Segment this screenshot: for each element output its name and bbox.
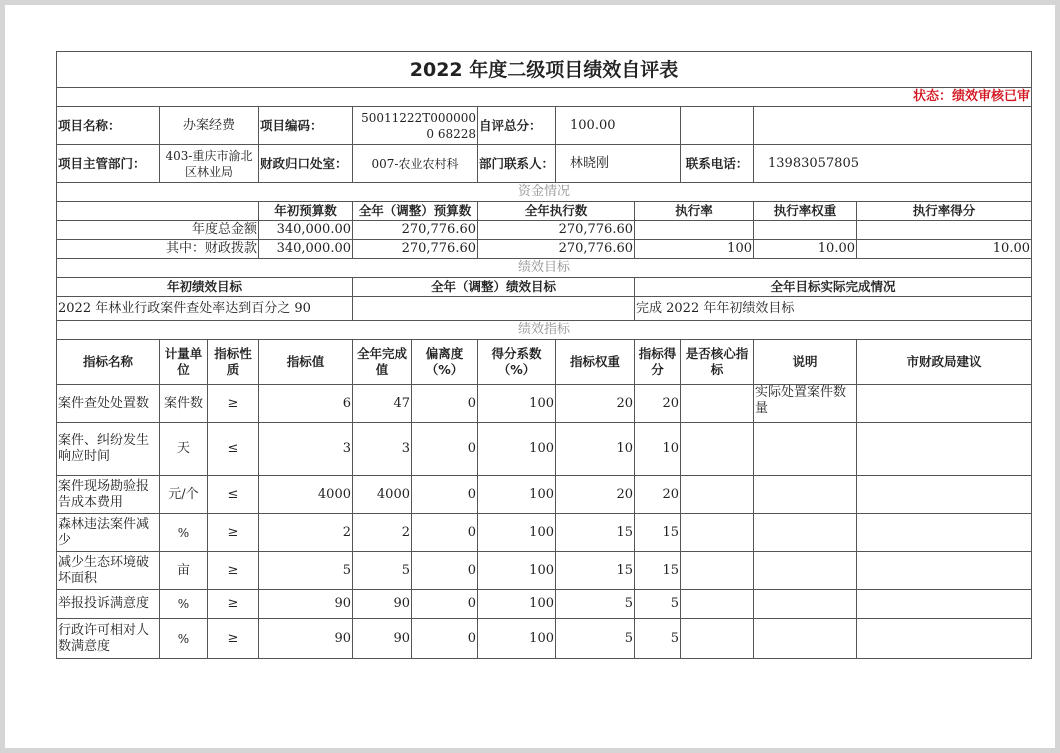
indicator-deviation: 0: [412, 423, 478, 476]
document-page: [5, 5, 1055, 748]
info-row-1: [57, 107, 1032, 145]
indicator-advice: [857, 552, 1032, 590]
indicator-note: [754, 514, 857, 552]
funds-row: [57, 221, 1032, 240]
indicator-core: [681, 476, 754, 514]
indicator-coefficient: 100: [478, 476, 556, 514]
indicator-weight: 20: [556, 385, 635, 423]
indicator-target: 5: [259, 552, 353, 590]
indicator-name: 案件现场勘验报告成本费用: [57, 476, 160, 514]
phone-value: 13983057805: [754, 145, 1032, 183]
indicator-name: 森林违法案件减少: [57, 514, 160, 552]
indicator-deviation: 0: [412, 476, 478, 514]
goals-header-adjusted: 全年（调整）绩效目标: [353, 278, 635, 297]
funds-score: [857, 221, 1032, 240]
indicator-coefficient: 100: [478, 423, 556, 476]
indicator-weight: 15: [556, 514, 635, 552]
indicator-advice: [857, 514, 1032, 552]
status-row: [57, 88, 1032, 107]
indicator-advice: [857, 476, 1032, 514]
funds-weight: [754, 221, 857, 240]
indicator-score: 15: [635, 552, 681, 590]
indicator-row: [57, 552, 1032, 590]
indicator-weight: 15: [556, 552, 635, 590]
indicator-unit: %: [160, 514, 208, 552]
indicator-score: 10: [635, 423, 681, 476]
goals-header-row: [57, 278, 1032, 297]
empty-cell: [754, 107, 1032, 145]
indicator-nature: ≥: [208, 619, 259, 659]
indicator-header: 计量单位: [160, 340, 208, 385]
indicator-core: [681, 385, 754, 423]
indicator-actual: 90: [353, 619, 412, 659]
indicator-row: [57, 385, 1032, 423]
goals-header-actual: 全年目标实际完成情况: [635, 278, 1032, 297]
indicator-advice: [857, 619, 1032, 659]
indicator-name: 案件、纠纷发生响应时间: [57, 423, 160, 476]
indicator-coefficient: 100: [478, 385, 556, 423]
indicator-note: [754, 423, 857, 476]
funds-executed: 270,776.60: [478, 221, 635, 240]
info-row-2: [57, 145, 1032, 183]
indicator-target: 90: [259, 590, 353, 619]
indicator-note: [754, 619, 857, 659]
indicator-unit: 元/个: [160, 476, 208, 514]
indicator-actual: 3: [353, 423, 412, 476]
indicator-deviation: 0: [412, 385, 478, 423]
indicator-weight: 10: [556, 423, 635, 476]
indicator-nature: ≥: [208, 385, 259, 423]
project-name-label: 项目名称：: [57, 107, 160, 145]
indicator-note: [754, 552, 857, 590]
indicator-actual: 90: [353, 590, 412, 619]
funds-rate: 100: [635, 240, 754, 259]
empty-cell: [681, 107, 754, 145]
indicator-row: [57, 476, 1032, 514]
page-title: 2022 年度二级项目绩效自评表: [57, 52, 1032, 88]
funds-header-rate: 执行率: [635, 202, 754, 221]
phone-label: 联系电话：: [681, 145, 754, 183]
indicator-actual: 47: [353, 385, 412, 423]
indicator-nature: ≤: [208, 423, 259, 476]
goals-header-initial: 年初绩效目标: [57, 278, 353, 297]
indicator-header: 指标性质: [208, 340, 259, 385]
funds-header-row: [57, 202, 1032, 221]
finance-office-value: 007-农业农村科: [353, 145, 478, 183]
indicator-coefficient: 100: [478, 514, 556, 552]
indicator-actual: 4000: [353, 476, 412, 514]
project-code-value: 50011222T0000000 68228: [353, 107, 478, 145]
indicator-actual: 2: [353, 514, 412, 552]
funds-section-row: [57, 183, 1032, 202]
funds-header-executed: 全年执行数: [478, 202, 635, 221]
indicator-target: 2: [259, 514, 353, 552]
indicator-header: 指标得分: [635, 340, 681, 385]
indicator-nature: ≤: [208, 476, 259, 514]
goals-initial: 2022 年林业行政案件查处率达到百分之 90: [57, 297, 353, 321]
indicator-score: 5: [635, 590, 681, 619]
indicator-header: 得分系数（%）: [478, 340, 556, 385]
funds-rate: [635, 221, 754, 240]
funds-adjusted: 270,776.60: [353, 221, 478, 240]
indicator-row: [57, 423, 1032, 476]
funds-row-label: 年度总金额: [57, 221, 259, 240]
indicator-name: 案件查处处置数: [57, 385, 160, 423]
indicator-core: [681, 619, 754, 659]
indicator-unit: 亩: [160, 552, 208, 590]
funds-adjusted: 270,776.60: [353, 240, 478, 259]
indicator-header: 偏离度（%）: [412, 340, 478, 385]
goals-row: [57, 297, 1032, 321]
indicator-header: 全年完成值: [353, 340, 412, 385]
funds-budget: 340,000.00: [259, 240, 353, 259]
indicator-header: 指标权重: [556, 340, 635, 385]
indicator-score: 5: [635, 619, 681, 659]
goals-section-title: 绩效目标: [57, 259, 1032, 278]
funds-section-title: 资金情况: [57, 183, 1032, 202]
dept-value: 403-重庆市渝北区林业局: [160, 145, 259, 183]
indicator-row: [57, 619, 1032, 659]
indicator-nature: ≥: [208, 552, 259, 590]
indicator-note: [754, 590, 857, 619]
self-score-label: 自评总分：: [478, 107, 556, 145]
indicator-header: 说明: [754, 340, 857, 385]
indicator-target: 6: [259, 385, 353, 423]
funds-header-adjusted: 全年（调整）预算数: [353, 202, 478, 221]
project-code-label: 项目编码：: [259, 107, 353, 145]
performance-evaluation-table: [56, 51, 1032, 659]
dept-label: 项目主管部门：: [57, 145, 160, 183]
indicator-unit: 案件数: [160, 385, 208, 423]
indicator-advice: [857, 385, 1032, 423]
title-row: [57, 52, 1032, 88]
indicator-coefficient: 100: [478, 590, 556, 619]
indicator-core: [681, 514, 754, 552]
indicator-name: 减少生态环境破坏面积: [57, 552, 160, 590]
indicator-header: 指标名称: [57, 340, 160, 385]
project-name-value: 办案经费: [160, 107, 259, 145]
contact-value: 林晓刚: [556, 145, 681, 183]
indicator-header: 指标值: [259, 340, 353, 385]
goals-section-row: [57, 259, 1032, 278]
indicator-deviation: 0: [412, 552, 478, 590]
indicator-nature: ≥: [208, 590, 259, 619]
indicator-weight: 20: [556, 476, 635, 514]
goals-actual: 完成 2022 年年初绩效目标: [635, 297, 1032, 321]
indicator-score: 15: [635, 514, 681, 552]
indicator-coefficient: 100: [478, 552, 556, 590]
status-text: 状态：绩效审核已审: [57, 88, 1032, 107]
funds-weight: 10.00: [754, 240, 857, 259]
indicator-deviation: 0: [412, 590, 478, 619]
indicator-note: [754, 476, 857, 514]
indicator-name: 举报投诉满意度: [57, 590, 160, 619]
contact-label: 部门联系人：: [478, 145, 556, 183]
indicator-header: 是否核心指标: [681, 340, 754, 385]
indicator-unit: %: [160, 590, 208, 619]
indicators-section-row: [57, 321, 1032, 340]
indicator-unit: %: [160, 619, 208, 659]
indicators-header-row: [57, 340, 1032, 385]
self-score-value: 100.00: [556, 107, 681, 145]
funds-row: [57, 240, 1032, 259]
indicator-advice: [857, 423, 1032, 476]
indicator-actual: 5: [353, 552, 412, 590]
indicator-row: [57, 514, 1032, 552]
indicator-core: [681, 423, 754, 476]
funds-header-weight: 执行率权重: [754, 202, 857, 221]
funds-row-label: 其中：财政拨款: [57, 240, 259, 259]
indicator-deviation: 0: [412, 619, 478, 659]
indicator-row: [57, 590, 1032, 619]
indicator-advice: [857, 590, 1032, 619]
indicator-coefficient: 100: [478, 619, 556, 659]
indicator-target: 4000: [259, 476, 353, 514]
indicator-deviation: 0: [412, 514, 478, 552]
indicator-score: 20: [635, 385, 681, 423]
indicator-score: 20: [635, 476, 681, 514]
empty-cell: [57, 202, 259, 221]
indicator-unit: 天: [160, 423, 208, 476]
goals-adjusted: [353, 297, 635, 321]
indicator-core: [681, 552, 754, 590]
funds-score: 10.00: [857, 240, 1032, 259]
indicator-weight: 5: [556, 619, 635, 659]
funds-header-budget: 年初预算数: [259, 202, 353, 221]
finance-office-label: 财政归口处室：: [259, 145, 353, 183]
indicator-header: 市财政局建议: [857, 340, 1032, 385]
funds-header-score: 执行率得分: [857, 202, 1032, 221]
funds-executed: 270,776.60: [478, 240, 635, 259]
indicator-weight: 5: [556, 590, 635, 619]
indicator-note: 实际处置案件数量: [754, 385, 857, 423]
indicator-target: 3: [259, 423, 353, 476]
indicator-nature: ≥: [208, 514, 259, 552]
indicator-name: 行政许可相对人数满意度: [57, 619, 160, 659]
indicator-core: [681, 590, 754, 619]
funds-budget: 340,000.00: [259, 221, 353, 240]
indicator-target: 90: [259, 619, 353, 659]
indicators-section-title: 绩效指标: [57, 321, 1032, 340]
